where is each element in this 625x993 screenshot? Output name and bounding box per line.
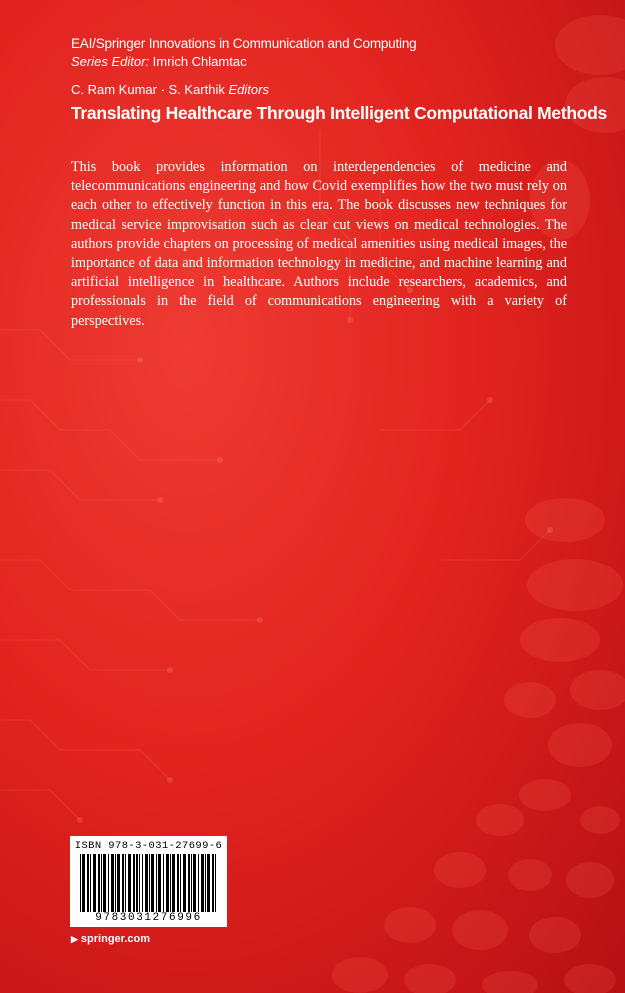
editors-line	[71, 82, 269, 98]
series-editor-role: Series Editor:	[71, 54, 150, 69]
barcode-bar	[108, 854, 109, 912]
barcode-bar	[82, 854, 85, 912]
triangle-right-icon: ▶	[71, 934, 78, 944]
barcode-bar	[103, 854, 106, 912]
barcode-bar	[98, 854, 100, 912]
barcode-bar	[145, 854, 148, 912]
barcode-bars	[78, 854, 219, 912]
barcode-bar	[170, 854, 171, 912]
barcode-bar	[136, 854, 138, 912]
barcode-bar	[193, 854, 196, 912]
isbn-barcode	[70, 836, 227, 927]
barcode-bar	[139, 854, 140, 912]
publisher-url: springer.com	[80, 933, 150, 945]
barcode-bar	[117, 854, 120, 912]
barcode-bar	[177, 854, 179, 912]
barcode-bar	[128, 854, 131, 912]
barcode-bar	[180, 854, 181, 912]
barcode-bar	[122, 854, 124, 912]
isbn-number: ISBN 978-3-031-27699-6	[74, 840, 223, 852]
barcode-bar	[191, 854, 192, 912]
publisher-link[interactable]	[71, 932, 150, 946]
barcode-bar	[201, 854, 204, 912]
barcode-bar	[80, 854, 81, 912]
editors-role: Editors	[228, 82, 269, 97]
barcode-bar	[142, 854, 143, 912]
barcode-bar	[87, 854, 89, 912]
barcode-bar	[90, 854, 91, 912]
barcode-bar	[207, 854, 210, 912]
barcode-bar	[133, 854, 135, 912]
book-title: Translating Healthcare Through Intelligent Computational Methods	[71, 103, 607, 123]
barcode-bar	[156, 854, 157, 912]
barcode-bar	[115, 854, 116, 912]
series-editor-name: Imrich Chlamtac	[152, 54, 247, 69]
barcode-bar	[125, 854, 126, 912]
barcode-bar	[212, 854, 214, 912]
barcode-bar	[172, 854, 175, 912]
barcode-bar	[101, 854, 102, 912]
barcode-bar	[111, 854, 114, 912]
series-name: EAI/Springer Innovations in Communication and Computing	[71, 36, 417, 51]
barcode-bar	[93, 854, 96, 912]
editor-names: C. Ram Kumar · S. Karthik	[71, 82, 225, 97]
barcode-bar	[198, 854, 199, 912]
barcode-bar	[149, 854, 150, 912]
series-editor-line	[71, 54, 247, 70]
barcode-bar	[188, 854, 190, 912]
barcode-bar	[183, 854, 186, 912]
barcode-bar	[215, 854, 216, 912]
barcode-bar	[158, 854, 161, 912]
barcode-bar	[205, 854, 206, 912]
ean-digits: 9783031276996	[95, 912, 202, 924]
barcode-bar	[166, 854, 169, 912]
barcode-bar	[151, 854, 154, 912]
barcode-bar	[163, 854, 164, 912]
book-description: This book provides information on interdependencies of medicine and telecommunications engineering and how Covid exemplifies how the two must rely on each other to effectively function in this era. The book discusses new techniques for medical service improvisation such as clear cut views on medical technologies. The authors provide chapters on processing of medical amenities using medical images, the importance of data and information technology in medicine, and machine learning and artificial intelligence in healthcare. Authors include researchers, academics, and professionals in the field of communications engineering with a variety of perspectives.	[71, 159, 567, 329]
